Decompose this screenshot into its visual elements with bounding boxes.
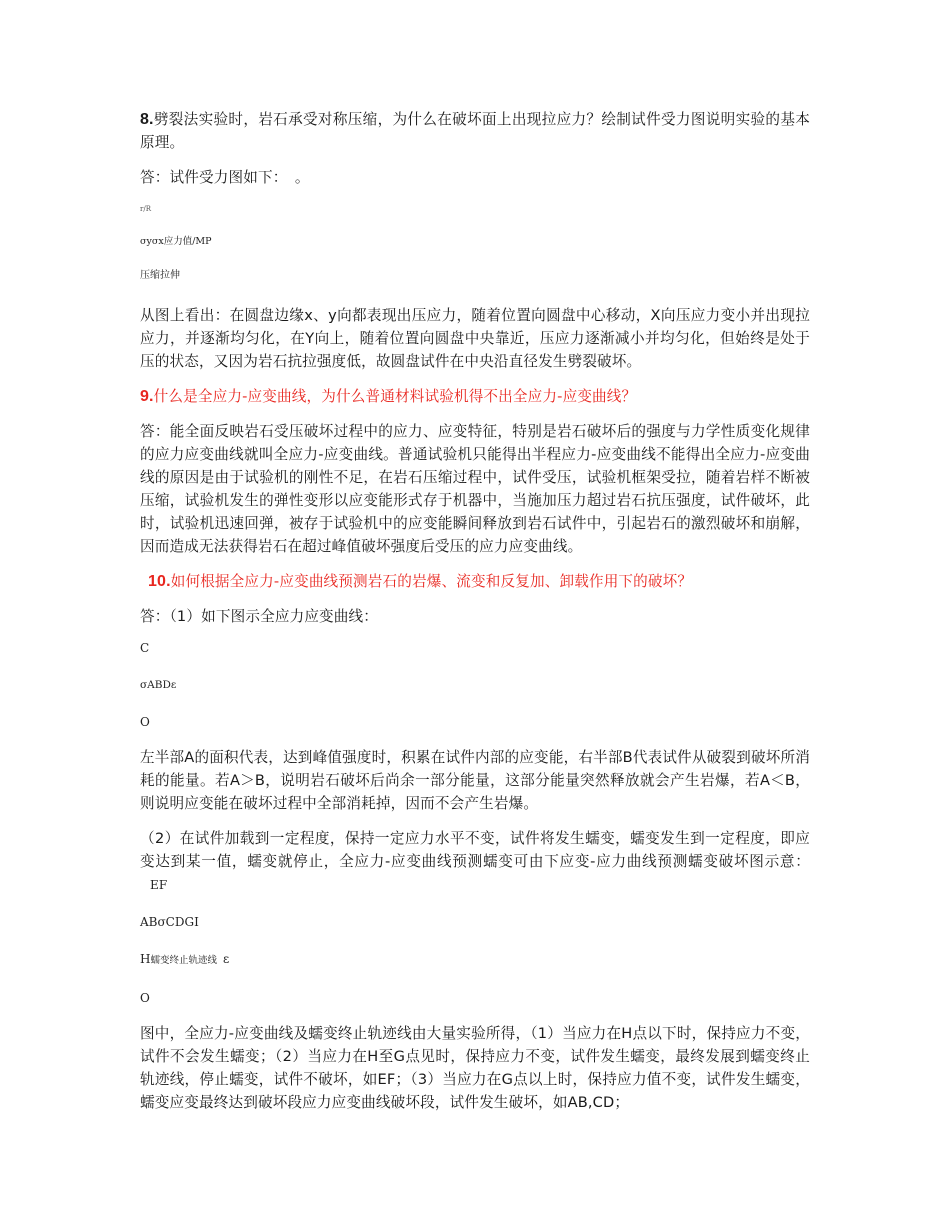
figure-1-label-rr: r/R xyxy=(140,205,151,213)
question-10-number: 10. xyxy=(148,573,171,590)
question-9-number: 9. xyxy=(140,388,154,405)
question-10-paragraph-1: 左半部A的面积代表，达到峰值强度时，积累在试件内部的应变能，右半部B代表试件从破裂到破坏所消耗的能量。若A＞B，说明岩石破坏后尚余一部分能量，这部分能量突然释放就会产生岩爆，若A＜B，则说明应变能在破坏过程中全部消耗掉，因而不会产生岩爆。 xyxy=(140,749,810,812)
question-10-text: 如何根据全应力-应变曲线预测岩石的岩爆、流变和反复加、卸载作用下的破坏？ xyxy=(170,573,693,590)
figure-3-label-abcdgi: ABσCDGI xyxy=(140,915,199,929)
question-8-text: 劈裂法实验时，岩石承受对称压缩，为什么在破坏面上出现拉应力？绘制试件受力图说明实验的基本原理。 xyxy=(140,111,810,151)
figure-3-label-h-main: H xyxy=(140,952,151,966)
figure-3-label-epsilon: ε xyxy=(222,952,230,966)
figure-1-label-stress: σyσx应力值/MP xyxy=(140,236,212,247)
question-10-paragraph-2-text: （2）在试件加载到一定程度，保持一定应力水平不变，试件将发生蠕变，蠕变发生到一定程度，即应变达到某一值，蠕变就停止，全应力-应变曲线预测蠕变可由下应变-应力曲线预测蠕变破坏图示意： xyxy=(140,830,810,870)
question-10-answer-intro: 答：（1）如下图示全应力应变曲线： xyxy=(140,608,379,625)
question-10 xyxy=(140,570,810,593)
question-10-paragraph-2 xyxy=(140,827,810,896)
figure-3-label-h xyxy=(140,951,810,969)
figure-1-label-compression: 压缩拉伸 xyxy=(140,270,180,281)
figure-3-label-ef: EF xyxy=(150,878,168,892)
document-page xyxy=(140,108,810,1126)
question-9 xyxy=(140,385,810,408)
question-8-answer-body: 从图上看出：在圆盘边缘x、y向都表现出压应力，随着位置向圆盘中心移动，X向压应力变小并出现拉应力，并逐渐均匀化，在Y向上，随着位置向圆盘中央靠近，压应力逐渐减小并均匀化，但始终是处于压的状态，又因为岩石抗拉强度低，故圆盘试件在中央沿直径发生劈裂破坏。 xyxy=(140,307,810,370)
question-9-answer: 答：能全面反映岩石受压破坏过程中的应力、应变特征，特别是岩石破坏后的强度与力学性质变化规律的应力应变曲线就叫全应力-应变曲线。普通试验机只能得出半程应力-应变曲线不能得出全应力-应变曲线的原因是由于试验机的刚性不足，在岩石压缩过程中，试件受压，试验机框架受拉，随着岩样不断被压缩，试验机发生的弹性变形以应变能形式存于机器中，当施加压力超过岩石抗压强度，试件破坏，此时，试验机迅速回弹，被存于试验机中的应变能瞬间释放到岩石试件中，引起岩石的激烈破坏和崩解，因而造成无法获得岩石在超过峰值破坏强度后受压的应力应变曲线。 xyxy=(140,423,810,555)
figure-3-label-creep: 蠕变终止轨迹线 xyxy=(150,955,217,966)
question-8-number: 8. xyxy=(140,111,154,128)
question-8 xyxy=(140,108,810,154)
figure-2-label-sigma: σABDε xyxy=(140,679,177,691)
figure-2-label-o: O xyxy=(140,715,150,729)
question-9-text: 什么是全应力-应变曲线，为什么普通材料试验机得不出全应力-应变曲线？ xyxy=(153,388,637,405)
question-8-answer-intro: 答：试件受力图如下： 。 xyxy=(140,169,310,186)
question-10-paragraph-3: 图中，全应力-应变曲线及蠕变终止轨迹线由大量实验所得，（1）当应力在H点以下时，保持应力不变，试件不会发生蠕变；（2）当应力在H至G点见时，保持应力不变，试件发生蠕变，最终发展到蠕变终止轨迹线，停止蠕变，试件不破坏，如EF；（3）当应力在G点以上时，保持应力值不变，试件发生蠕变，蠕变应变最终达到破坏段应力应变曲线破坏段，试件发生破坏，如AB,CD； xyxy=(140,1025,810,1111)
figure-2-label-c: C xyxy=(140,641,150,655)
figure-3-label-o: O xyxy=(140,991,150,1005)
